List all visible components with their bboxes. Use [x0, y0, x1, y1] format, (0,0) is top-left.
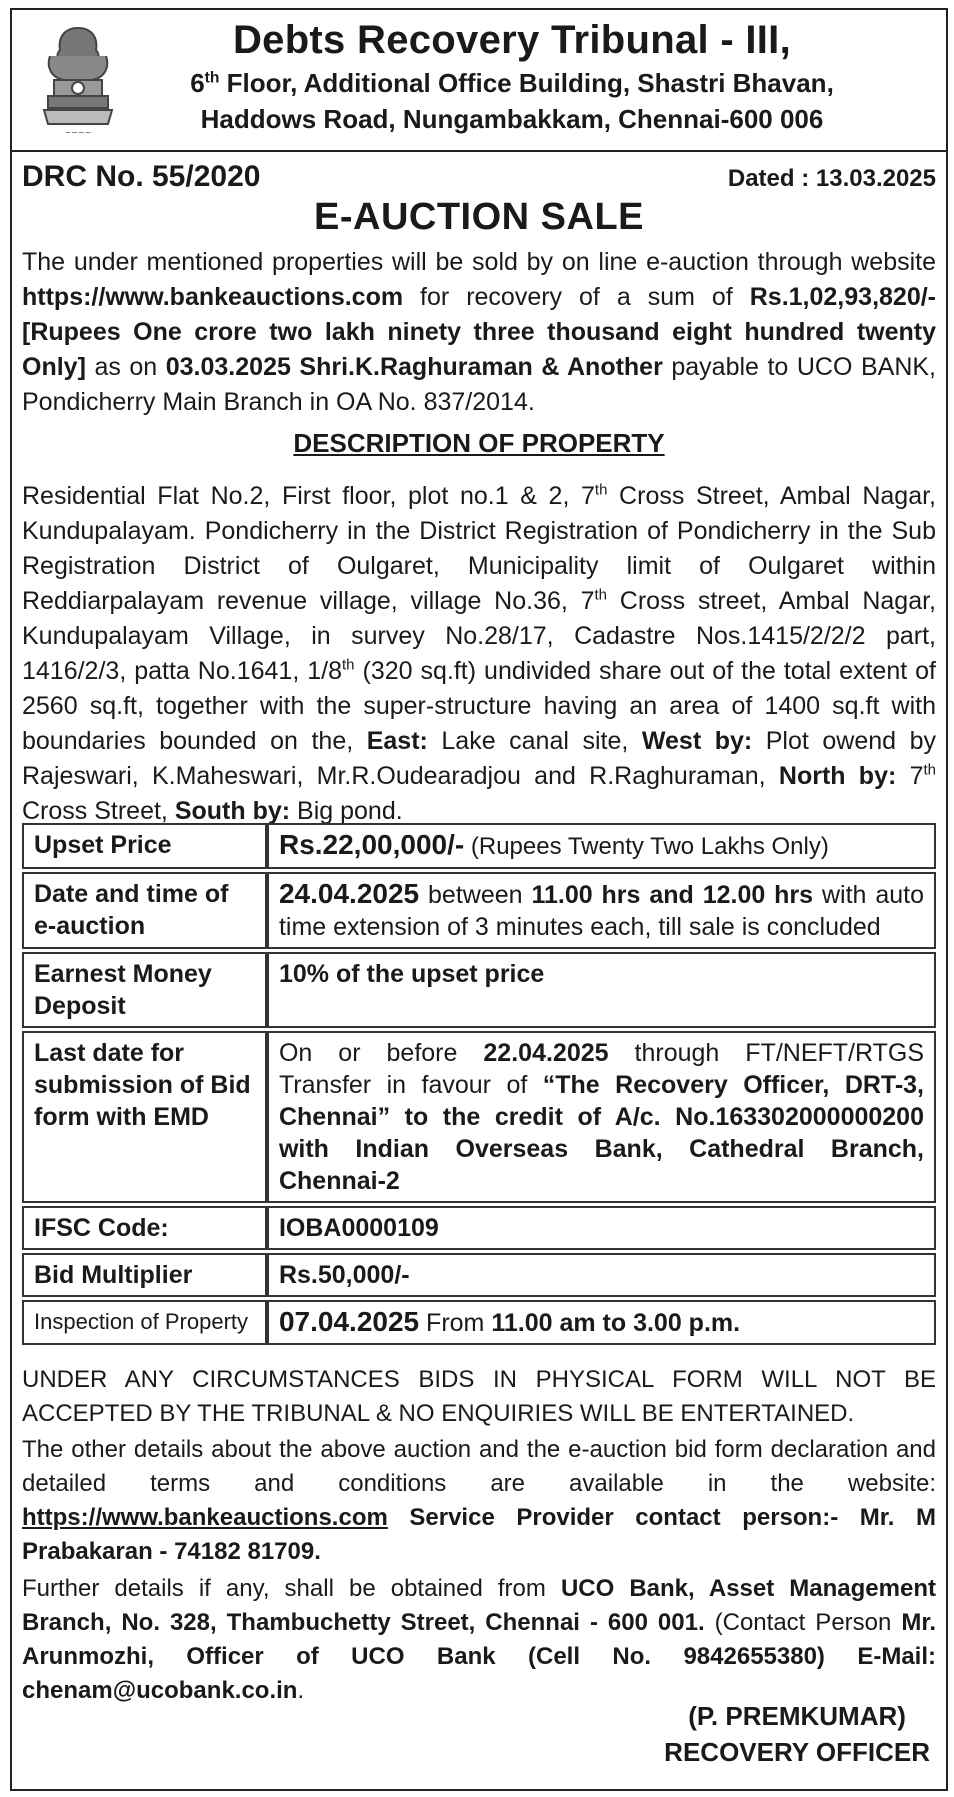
officer-name: (P. PREMKUMAR) — [688, 1701, 906, 1731]
header-divider — [12, 150, 946, 152]
state-emblem-icon — [34, 20, 122, 138]
auction-details-table — [22, 820, 936, 1348]
tribunal-name: Debts Recovery Tribunal - III, — [232, 18, 792, 62]
officer-designation: RECOVERY OFFICER — [664, 1737, 930, 1767]
bid-multiplier-label: Bid Multiplier — [22, 1253, 267, 1297]
notice-page — [10, 8, 948, 1791]
table-row — [22, 1031, 936, 1203]
bid-multiplier-value: Rs.50,000/- — [267, 1253, 936, 1297]
emd-value: 10% of the upset price — [267, 952, 936, 1028]
address-line-2: Haddows Road, Nungambakkam, Chennai-600 006 — [200, 104, 824, 134]
notice-date: Dated : 13.03.2025 — [727, 165, 936, 192]
last-date-value: On or before 22.04.2025 through FT/NEFT/RTGS Transfer in favour of “The Recovery Officer, DRT-3, Chennai” to the credit of A/c. No.163302000000200 with Indian Overseas Bank, Cathedral Branch, Chennai-2 — [267, 1031, 936, 1203]
last-date-label: Last date for submission of Bid form with EMD — [22, 1031, 267, 1203]
date-and-party: 03.03.2025 Shri.K.Raghuraman & Another — [165, 353, 663, 381]
intro-paragraph: The under mentioned properties will be sold by on line e-auction through website https://www.bankeauctions.com for recovery of a sum of Rs.1,02,93,820/- [Rupees One crore two lakh ninety three thousand eight hundred twenty Only] as on 03.03.2025 Shri.K.Raghuraman & Another payable to UCO BANK, Pondicherry Main Branch in OA No. 837/2014. — [22, 248, 936, 416]
drc-number: DRC No. 55/2020 — [22, 160, 261, 193]
ifsc-value: IOBA0000109 — [267, 1206, 936, 1250]
table-row — [22, 823, 936, 869]
header — [12, 10, 946, 146]
inspection-label: Inspection of Property — [22, 1300, 267, 1345]
auction-website: https://www.bankeauctions.com — [22, 283, 404, 311]
notice-title: E-AUCTION SALE — [314, 196, 644, 238]
other-details: The other details about the above auction and the e-auction bid form declaration and detailed terms and conditions are available in the website: https://www.bankeauctions.com Service Provider contact person:- Mr. M Prabakaran - 74182 81709. — [22, 1436, 936, 1565]
svg-text:~~~~: ~~~~ — [64, 128, 92, 137]
due-amount: Rs.1,02,93,820/- [Rupees One crore two lakh ninety three thousand eight hundred twenty Only] — [22, 283, 936, 381]
property-description: Residential Flat No.2, First floor, plot no.1 & 2, 7th Cross Street, Ambal Nagar, Kundupalayam. Pondicherry in the District Registration of Pondicherry in the Sub Registration District of Oulgaret, Municipality limit of Oulgaret within Reddiarpalayam revenue village, village No.36, 7th Cross street, Ambal Nagar, Kundupalayam Village, in survey No.28/17, Cadastre Nos.1415/2/2/2 part, 1416/2/3, patta No.1641, 1/8th (320 sq.ft) undivided share out of the total extent of 2560 sq.ft, together with the super-structure having an area of 1400 sq.ft with boundaries bounded on the, East: Lake canal site, West by: Plot owend by Rajeswari, K.Maheswari, Mr.R.Oudearadjou and R.Raghuraman, North by: 7th Cross Street, South by: Big pond. — [22, 481, 937, 825]
table-row — [22, 1253, 936, 1297]
table-row — [22, 872, 936, 949]
address-line-1: 6th Floor, Additional Office Building, Shastri Bhavan, — [190, 68, 834, 98]
upset-price-value: Rs.22,00,000/- (Rupees Twenty Two Lakhs Only) — [267, 823, 936, 869]
details-website: https://www.bankeauctions.com — [22, 1504, 388, 1531]
auction-date-value: 24.04.2025 between 11.00 hrs and 12.00 hrs with auto time extension of 3 minutes each, till sale is concluded — [267, 872, 936, 949]
warning-text: UNDER ANY CIRCUMSTANCES BIDS IN PHYSICAL FORM WILL NOT BE ACCEPTED BY THE TRIBUNAL & NO ENQUIRIES WILL BE ENTERTAINED. — [22, 1366, 936, 1427]
table-row — [22, 1206, 936, 1250]
section-heading: DESCRIPTION OF PROPERTY — [293, 428, 665, 458]
table-row — [22, 1300, 936, 1345]
upset-price-label: Upset Price — [22, 823, 267, 869]
table-row — [22, 952, 936, 1028]
ifsc-label: IFSC Code: — [22, 1206, 267, 1250]
inspection-value: 07.04.2025 From 11.00 am to 3.00 p.m. — [267, 1300, 936, 1345]
auction-date-label: Date and time of e-auction — [22, 872, 267, 949]
signature-block — [664, 1698, 930, 1770]
further-details: Further details if any, shall be obtained from UCO Bank, Asset Management Branch, No. 328, Thambuchetty Street, Chennai - 600 001. (Contact Person Mr. Arunmozhi, Officer of UCO Bank (Cell No. 9842655380) E-Mail: chenam@ucobank.co.in. — [22, 1575, 937, 1704]
emd-label: Earnest Money Deposit — [22, 952, 267, 1028]
